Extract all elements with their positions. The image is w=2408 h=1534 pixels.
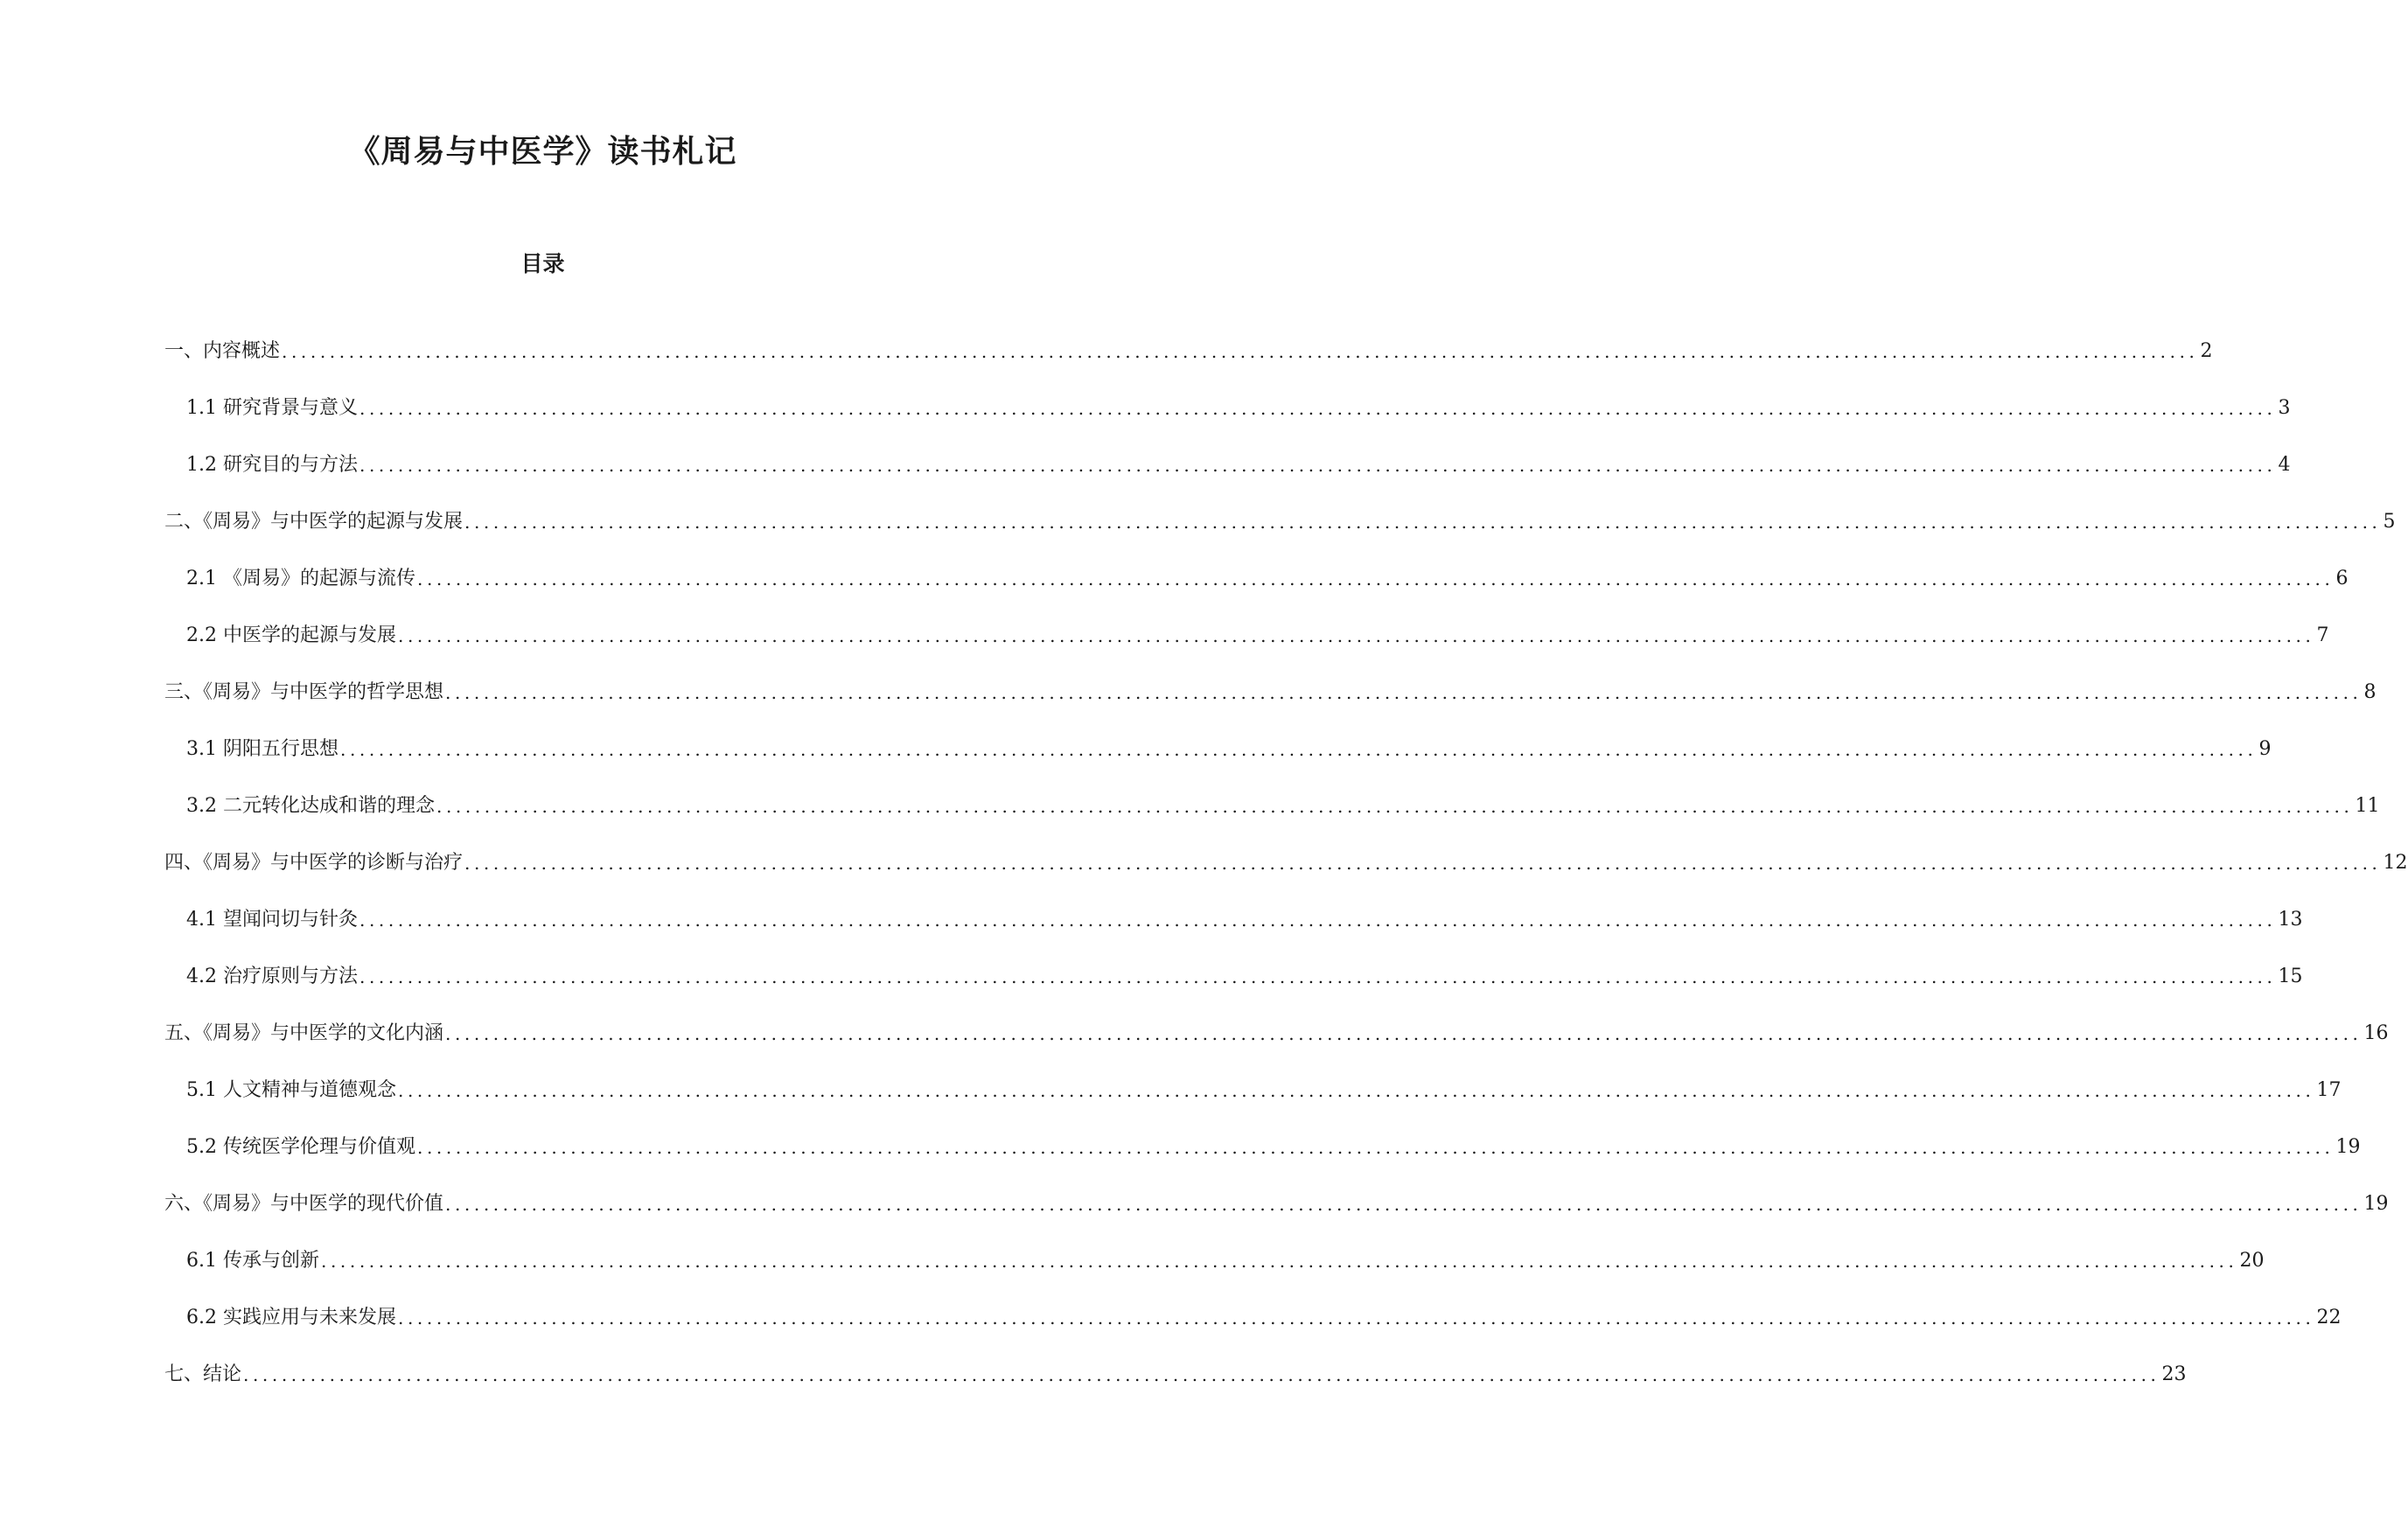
dot-leader: ........................................................................................................................................................................................................	[445, 1023, 2363, 1044]
dot-leader: ........................................................................................................................................................................................................	[416, 1137, 2335, 1158]
toc-entry-title: 1.1 研究背景与意义	[186, 397, 358, 419]
dot-leader: ........................................................................................................................................................................................................	[397, 625, 2315, 646]
dot-leader: ........................................................................................................................................................................................................	[282, 341, 2199, 362]
toc-entry-3-1[interactable]	[186, 736, 2272, 764]
dot-leader: ........................................................................................................................................................................................................	[359, 966, 2277, 987]
dot-leader: ........................................................................................................................................................................................................	[320, 1251, 2238, 1272]
toc-entry-6-2[interactable]	[186, 1304, 2342, 1332]
toc-entry-page: 9	[2258, 738, 2272, 760]
dot-leader: ........................................................................................................................................................................................................	[359, 398, 2277, 419]
toc-entry-6[interactable]	[164, 1190, 2389, 1218]
toc-entry-2[interactable]	[164, 508, 2396, 536]
toc-entry-2-2[interactable]	[186, 622, 2329, 650]
toc-entry-page: 23	[2161, 1363, 2187, 1385]
toc-entry-4[interactable]	[164, 849, 2408, 877]
toc-entry-page: 2	[2200, 340, 2213, 362]
toc-entry-page: 15	[2278, 966, 2303, 987]
toc-entry-1[interactable]	[164, 338, 2213, 366]
toc-entry-3-2[interactable]	[186, 792, 2380, 820]
toc-entry-title: 二、《周易》与中医学的起源与发展	[164, 511, 464, 533]
toc-entry-5-1[interactable]	[186, 1077, 2342, 1105]
toc-entry-page: 13	[2278, 909, 2303, 931]
dot-leader: ........................................................................................................................................................................................................	[397, 1080, 2315, 1101]
dot-leader: ........................................................................................................................................................................................................	[359, 910, 2277, 931]
toc-entry-4-2[interactable]	[186, 963, 2303, 991]
dot-leader: ........................................................................................................................................................................................................	[464, 853, 2382, 874]
toc-entry-page: 7	[2316, 624, 2329, 646]
toc-entry-title: 3.1 阴阳五行思想	[186, 738, 339, 760]
toc-entry-title: 三、《周易》与中医学的哲学思想	[164, 681, 444, 703]
toc-entry-title: 2.2 中医学的起源与发展	[186, 624, 396, 646]
toc-heading: 目录	[520, 251, 565, 276]
toc-entry-5-2[interactable]	[186, 1133, 2361, 1161]
dot-leader: ........................................................................................................................................................................................................	[436, 796, 2354, 817]
toc-entry-title: 2.1 《周易》的起源与流传	[186, 568, 415, 589]
dot-leader: ........................................................................................................................................................................................................	[243, 1364, 2160, 1385]
toc-entry-title: 4.2 治疗原则与方法	[186, 966, 358, 987]
toc-entry-title: 1.2 研究目的与方法	[186, 454, 358, 476]
toc-entry-1-2[interactable]	[186, 451, 2291, 479]
toc-entry-page: 19	[2363, 1193, 2389, 1215]
toc-entry-5[interactable]	[164, 1020, 2389, 1048]
toc-entry-7[interactable]	[164, 1361, 2187, 1389]
toc-entry-title: 四、《周易》与中医学的诊断与治疗	[164, 852, 464, 874]
dot-leader: ........................................................................................................................................................................................................	[397, 1307, 2315, 1328]
toc-entry-page: 12	[2383, 852, 2408, 874]
toc-entry-page: 19	[2335, 1136, 2361, 1158]
toc-entry-title: 6.2 实践应用与未来发展	[186, 1307, 396, 1328]
toc-entry-page: 22	[2316, 1307, 2342, 1328]
toc-entry-2-1[interactable]	[186, 565, 2349, 593]
toc-entry-page: 16	[2363, 1022, 2389, 1044]
toc-entry-title: 5.2 传统医学伦理与价值观	[186, 1136, 415, 1158]
dot-leader: ........................................................................................................................................................................................................	[359, 455, 2277, 476]
toc-entry-page: 20	[2239, 1250, 2265, 1272]
toc-entry-title: 3.2 二元转化达成和谐的理念	[186, 795, 435, 817]
dot-leader: ........................................................................................................................................................................................................	[445, 1194, 2363, 1215]
toc-entry-title: 七、结论	[164, 1363, 242, 1385]
dot-leader: ........................................................................................................................................................................................................	[339, 739, 2258, 760]
toc-entry-title: 五、《周易》与中医学的文化内涵	[164, 1022, 444, 1044]
toc-entry-1-1[interactable]	[186, 394, 2291, 422]
document-title: 《周易与中医学》读书札记	[348, 133, 737, 170]
toc-entry-page: 17	[2316, 1079, 2342, 1101]
toc-entry-title: 4.1 望闻问切与针灸	[186, 909, 358, 931]
toc-entry-page: 4	[2278, 454, 2291, 476]
toc-entry-page: 11	[2355, 795, 2380, 817]
dot-leader: ........................................................................................................................................................................................................	[445, 682, 2363, 703]
toc-entry-page: 3	[2278, 397, 2291, 419]
toc-entry-title: 5.1 人文精神与道德观念	[186, 1079, 396, 1101]
toc-entry-6-1[interactable]	[186, 1247, 2265, 1275]
toc-entry-title: 一、内容概述	[164, 340, 281, 362]
toc-entry-3[interactable]	[164, 679, 2377, 707]
toc-entry-title: 6.1 传承与创新	[186, 1250, 319, 1272]
toc-entry-title: 六、《周易》与中医学的现代价值	[164, 1193, 444, 1215]
dot-leader: ........................................................................................................................................................................................................	[464, 512, 2382, 533]
toc-entry-page: 8	[2363, 681, 2377, 703]
toc-entry-4-1[interactable]	[186, 906, 2303, 934]
dot-leader: ........................................................................................................................................................................................................	[416, 568, 2335, 589]
toc-entry-page: 5	[2383, 511, 2396, 533]
toc-entry-page: 6	[2335, 568, 2349, 589]
